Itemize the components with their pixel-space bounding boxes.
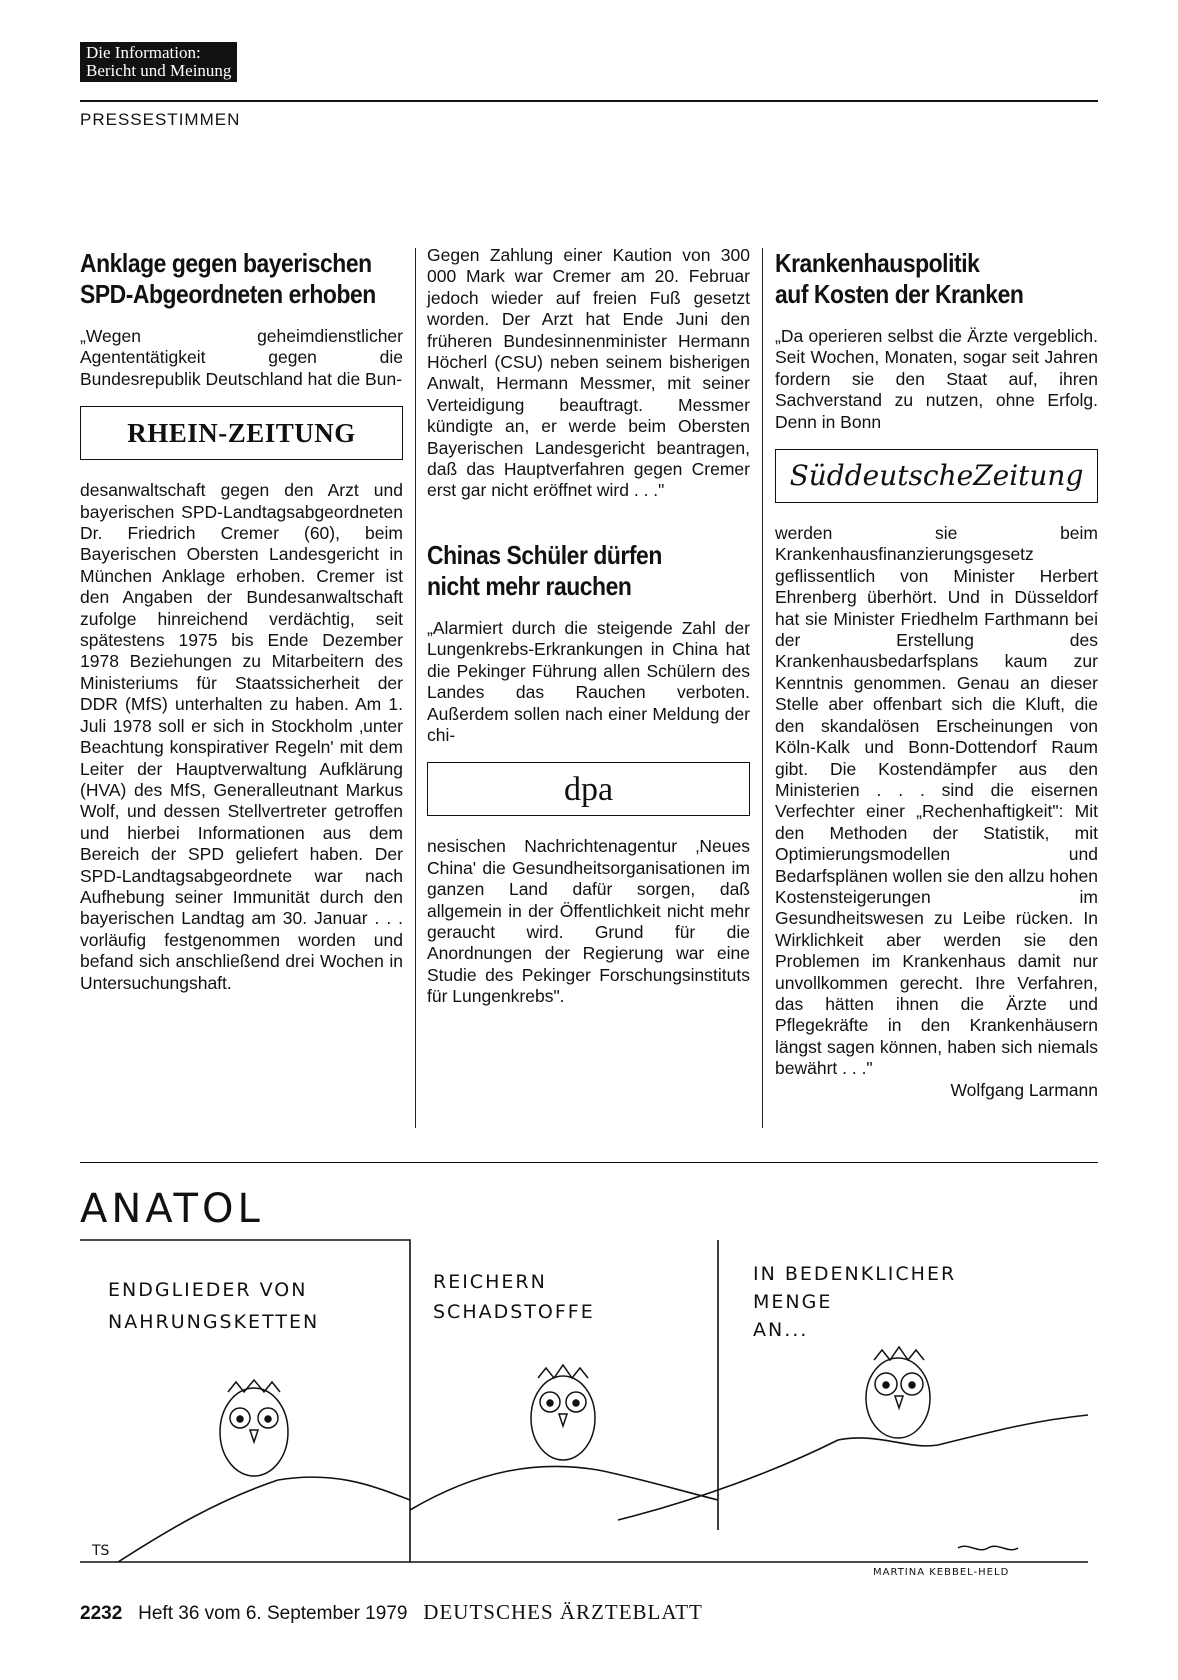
article-3-headline bbox=[775, 248, 1092, 310]
dpa-logo bbox=[427, 762, 750, 816]
top-rule bbox=[80, 100, 1098, 102]
anatol-cartoon bbox=[78, 1170, 1108, 1580]
owl-3-icon bbox=[866, 1347, 930, 1438]
article-1-continuation: Gegen Zahlung einer Kaution von 300 000 Mark war Cremer am 20. Februar jedoch wieder auf freien Fuß gesetzt worden. Der Arzt hat Ende Juni den früheren Bundesinnenminister Hermann Höcherl (CSU) neben seinem bisherigen Anwalt, Hermann Messmer, mit seiner Verteidigung beauftragt. Messmer kündigte an, er werde beim Obersten Bayerischen Landesgericht beantragen, daß das Hauptverfahren gegen Cremer erst gar nicht eröffnet wird . . ." bbox=[427, 245, 750, 501]
branch-1 bbox=[118, 1477, 410, 1562]
article-1-headline-line1: Anklage gegen bayerischen bbox=[80, 248, 372, 278]
article-1 bbox=[80, 248, 403, 994]
kicker: PRESSESTIMMEN bbox=[80, 110, 241, 129]
article-2-headline-line2: nicht mehr rauchen bbox=[427, 570, 632, 601]
rhein-zeitung-logo bbox=[80, 406, 403, 460]
panel-2-caption-line2: SCHADSTOFFE bbox=[433, 1301, 595, 1323]
magazine-name: DEUTSCHES ÄRZTEBLATT bbox=[423, 1600, 703, 1624]
article-1-headline-line2: SPD-Abgeordneten erhoben bbox=[80, 279, 376, 309]
article-3-body: werden sie beim Krankenhausfinanzierungsgesetz geflissentlich von Minister Herbert Ehrenberg überhört. Und in Düsseldorf hat sie Minister Friedhelm Farthmann bei der Erstellung des Krankenhausbedarfsplans kaum zur Kenntnis genommen. Genau an dieser Stelle aber offenbart sich die Kluft, die den skandalösen Erscheinungen von Köln-Kalk und Bonn-Dottendorf Raum gibt. Die Kostendämpfer aus den Ministerien . . . sind die eisernen Verfechter einer „Rechenhaftigkeit": Mit den Methoden der Statistik, mit Optimierungsmodellen und Bedarfsplänen wollen sie den allzu hohen Kostensteigerungen im Gesundheitswesen zu Leibe rücken. In Wirklichkeit aber werden sie den Problemen im Krankenhaus damit nur unvollkommen gerecht. Ihre Verfahren, das hätten ihnen die Ärzte und Pflegekräfte in den Krankenhäusern längst sagen können, haben sich niemals bewährt . . ." bbox=[775, 523, 1099, 1079]
article-3 bbox=[775, 248, 1098, 1101]
branch-2 bbox=[410, 1466, 718, 1510]
worm-icon bbox=[958, 1546, 1018, 1549]
column-divider-2 bbox=[762, 248, 763, 1128]
dpa-logo-text: dpa bbox=[563, 770, 614, 808]
sueddeutsche-zeitung-logo-text: SüddeutscheZeitung bbox=[789, 459, 1084, 493]
column-2 bbox=[427, 245, 750, 1008]
page-number: 2232 bbox=[80, 1603, 123, 1624]
article-3-headline-line2: auf Kosten der Kranken bbox=[775, 279, 1024, 309]
section-label-line1: Die Information: bbox=[86, 43, 201, 62]
page-footer bbox=[80, 1600, 703, 1625]
section-label bbox=[80, 42, 237, 82]
article-1-lead: „Wegen geheimdienstlicher Agententätigkeit gegen die Bundesrepublik Deutschland hat die Bun- bbox=[80, 326, 403, 389]
article-2-headline bbox=[427, 540, 744, 602]
panel-3-caption-line1: IN BEDENKLICHER bbox=[753, 1263, 957, 1285]
cartoon-title: ANATOL bbox=[80, 1186, 264, 1232]
section-label-line2: Bericht und Meinung bbox=[86, 61, 232, 80]
sueddeutsche-zeitung-logo bbox=[775, 449, 1098, 503]
owl-2-icon bbox=[531, 1365, 595, 1460]
article-2-lead: „Alarmiert durch die steigende Zahl der Lungenkrebs-Erkrankungen in China hat die Pekinger Führung allen Schülern des Landes das Rauchen verboten. Außerdem sollen nach einer Meldung der chi- bbox=[427, 617, 750, 745]
article-3-headline-line1: Krankenhauspolitik bbox=[775, 248, 980, 278]
column-divider-1 bbox=[415, 248, 416, 1128]
panel-1-caption-line2: NAHRUNGSKETTEN bbox=[108, 1311, 320, 1333]
cartoon-signature-right: MARTINA KEBBEL-HELD bbox=[873, 1567, 1010, 1578]
article-1-headline bbox=[80, 248, 397, 310]
article-3-byline: Wolfgang Larmann bbox=[950, 1079, 1098, 1100]
article-3-lead: „Da operieren selbst die Ärzte vergeblich. Seit Wochen, Monaten, sogar seit Jahren fordern sie den Staat auf, ihren Sachverstand zu nutzen, ohne Erfolg. Denn in Bonn bbox=[775, 326, 1098, 432]
panel-3-caption-line3: AN... bbox=[753, 1319, 809, 1341]
issue-info: Heft 36 vom 6. September 1979 bbox=[138, 1603, 408, 1624]
article-2-headline-line1: Chinas Schüler dürfen bbox=[427, 539, 662, 570]
article-1-body: desanwaltschaft gegen den Arzt und bayerischen SPD-Landtagsabgeordneten Dr. Friedrich Cremer (60), beim Bayerischen Obersten Landesgericht in München Anklage erhoben. Cremer ist den Angaben der Bundesanwaltschaft zufolge hinreichend verdächtig, seit spätestens 1975 bis Ende Dezember 1978 Beziehungen zu Mitarbeitern des Ministeriums für Staatssicherheit der DDR (MfS) unterhalten zu haben. Am 1. Juli 1978 soll er sich in Stockholm ‚unter Beachtung konspirativer Regeln' mit dem Leiter der Hauptverwaltung Aufklärung (HVA) des MfS, Generalleutnant Markus Wolf, und dessen Stellvertreter getroffen und hierbei Informationen aus dem Bereich der SPD geliefert haben. Der SPD-Landtagsabgeordnete war nach Aufhebung seiner Immunität durch den bayerischen Landtag am 30. Januar . . . vorläufig festgenommen worden und befand sich anschließend drei Wochen in Untersuchungshaft. bbox=[80, 480, 403, 993]
owl-1-icon bbox=[220, 1380, 288, 1476]
panel-3-caption-line2: MENGE bbox=[753, 1291, 833, 1313]
panel-2-caption-line1: REICHERN bbox=[433, 1271, 547, 1293]
article-2-body: nesischen Nachrichtenagentur ‚Neues China' die Gesundheitsorganisationen im ganzen Land dafür sorgen, daß allgemein in der Öffentlichkeit nicht mehr geraucht wird. Grund für die Anordnungen der Regierung war eine Studie des Pekinger Forschungsinstituts für Lungenkrebs". bbox=[427, 836, 750, 1007]
branch-3 bbox=[618, 1415, 1088, 1520]
cartoon-rule bbox=[80, 1162, 1098, 1163]
rhein-zeitung-logo-text: RHEIN-ZEITUNG bbox=[127, 417, 356, 448]
cartoon-signature-left: TS bbox=[92, 1543, 110, 1559]
panel-1-caption-line1: ENDGLIEDER VON bbox=[108, 1279, 308, 1301]
